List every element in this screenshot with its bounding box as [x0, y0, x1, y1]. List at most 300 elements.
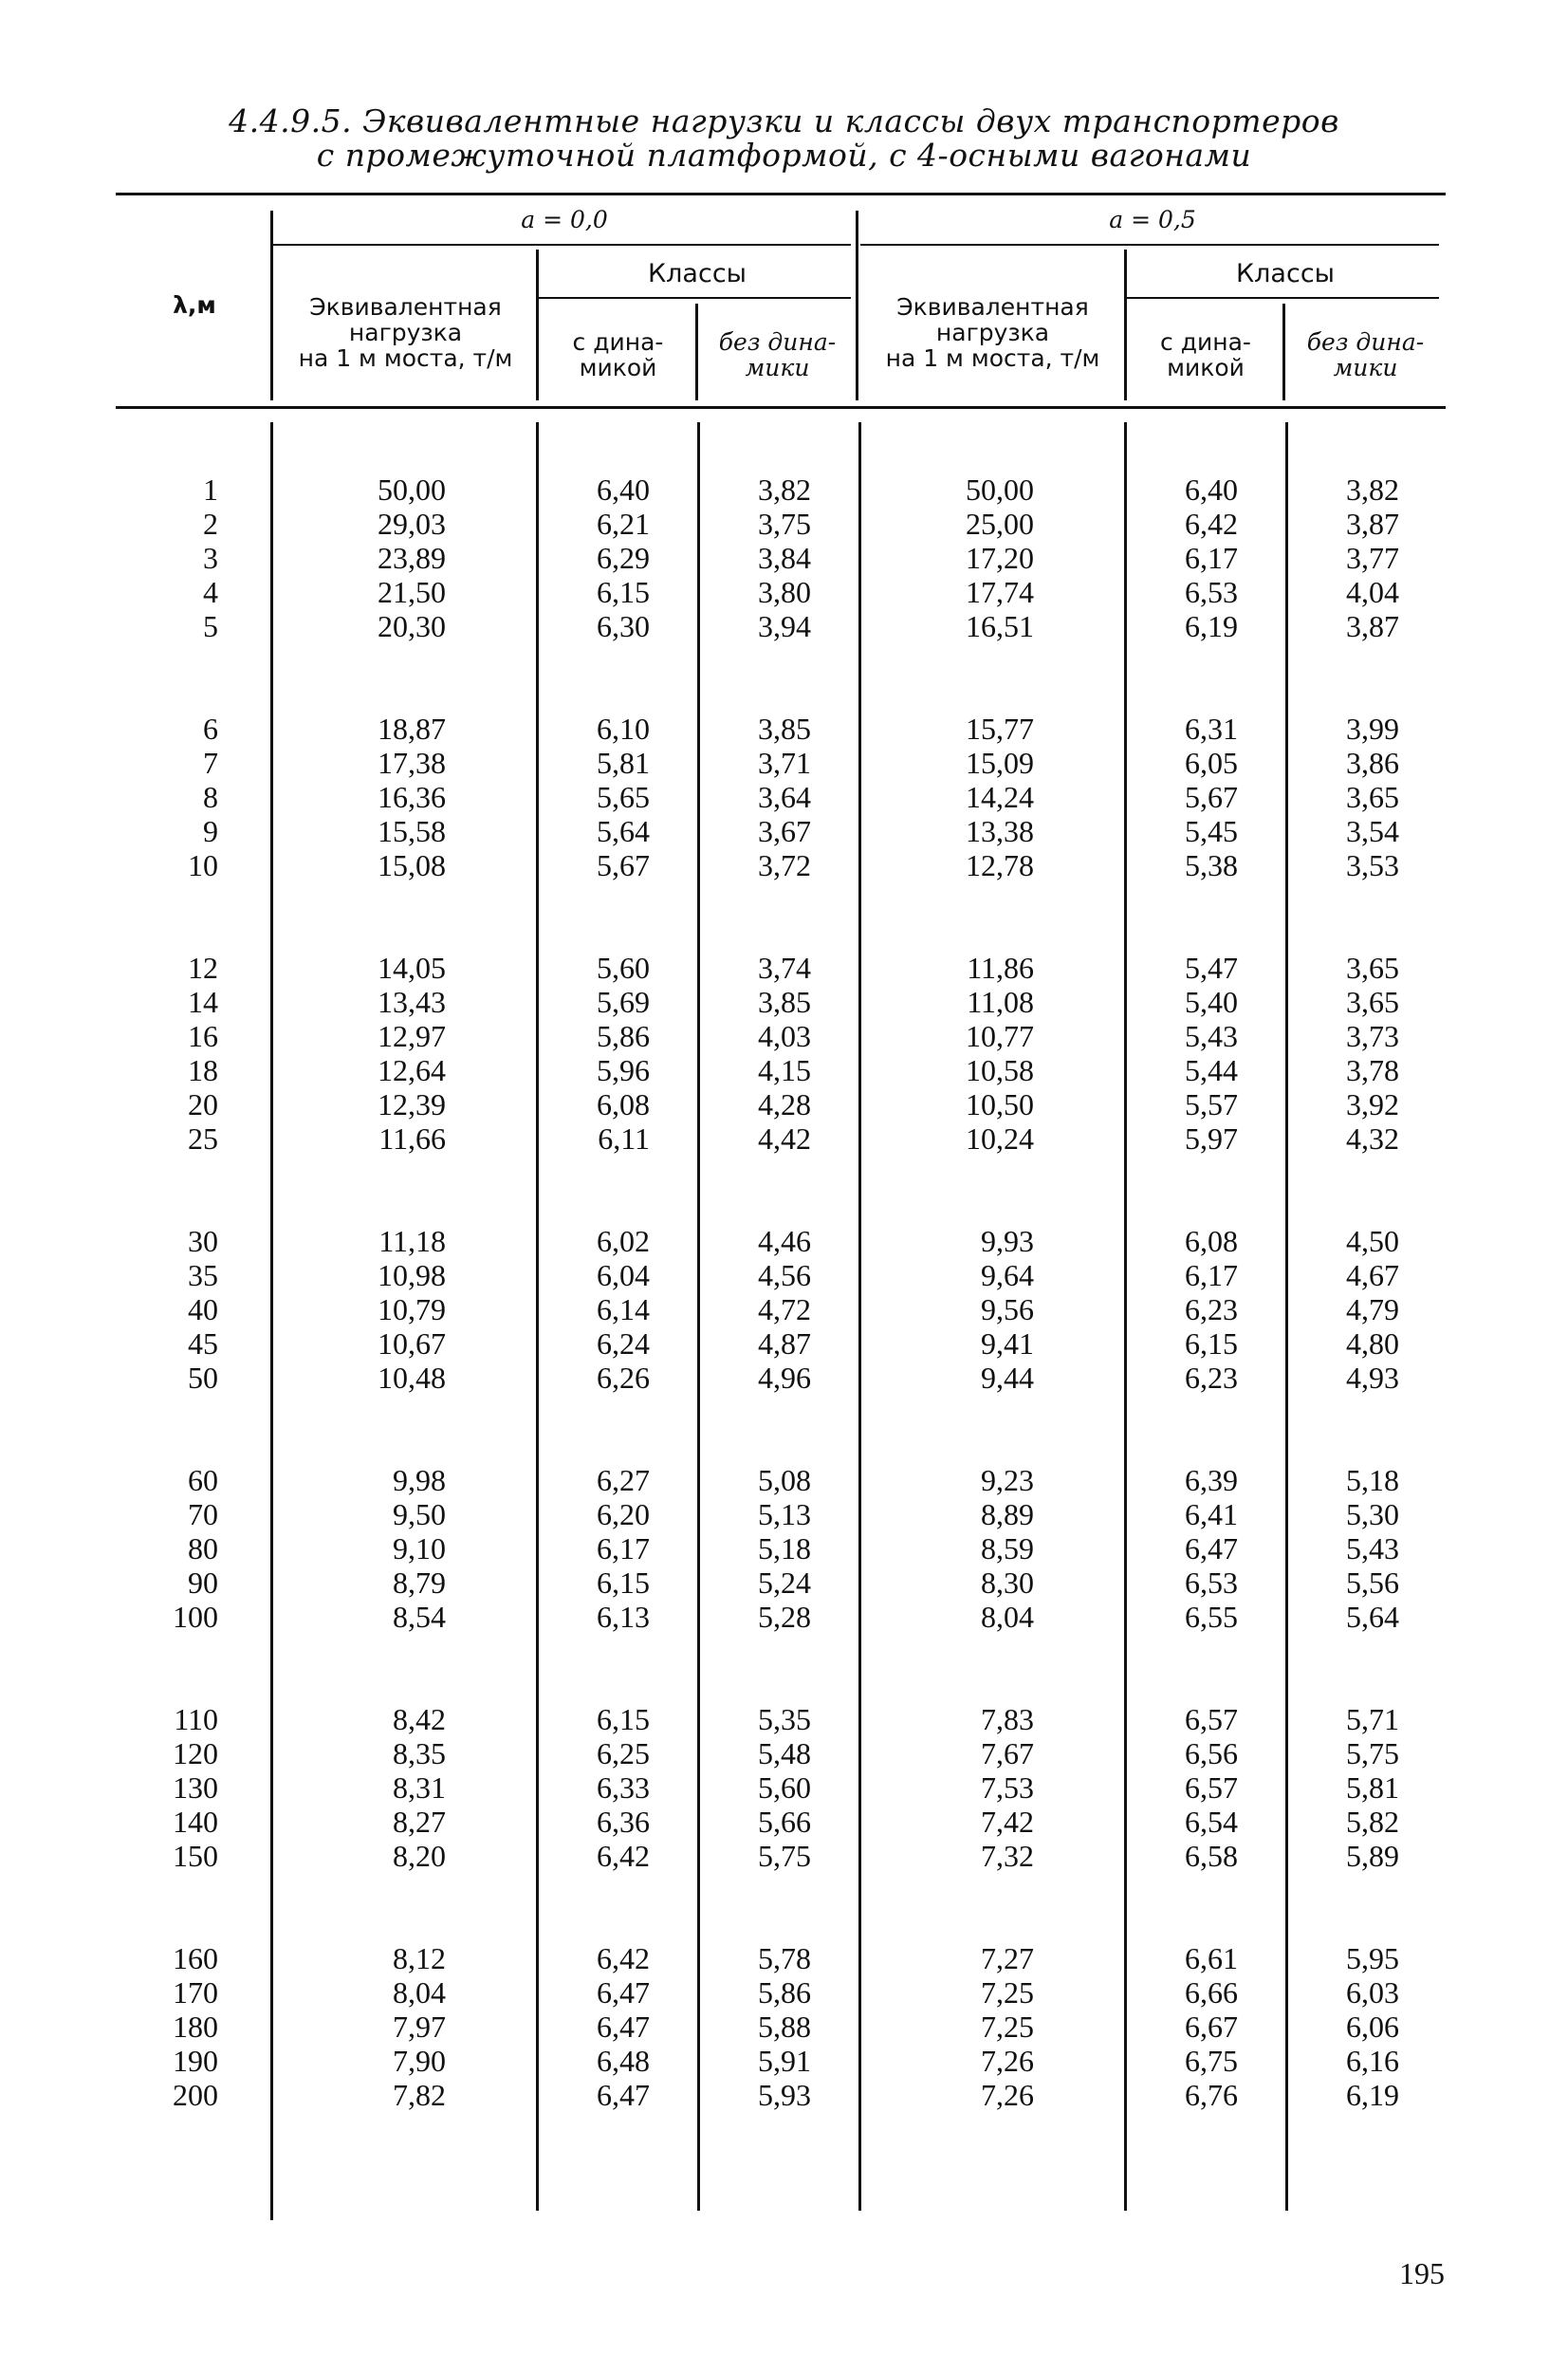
table-cell-nodyn0: 5,88	[758, 2010, 811, 2044]
row-group	[341, 1941, 446, 2112]
row-group	[579, 1941, 650, 2112]
table-cell-load5: 11,08	[967, 985, 1034, 1019]
table-cell-load0: 8,79	[393, 1566, 446, 1600]
table-cell-load0: 11,66	[378, 1121, 446, 1156]
header-vline-3	[695, 304, 698, 400]
table-cell-lambda: 100	[173, 1600, 218, 1634]
table-cell-load0: 15,58	[378, 814, 446, 848]
table-cell-lambda: 9	[203, 814, 218, 848]
header-group-a05: a = 0,5	[1109, 206, 1196, 233]
table-cell-nodyn0: 4,03	[758, 1019, 811, 1053]
table-cell-load0: 21,50	[378, 575, 446, 609]
table-cell-nodyn5: 6,03	[1346, 1975, 1399, 2010]
table-cell-dyn0: 6,26	[597, 1361, 650, 1395]
table-cell-nodyn5: 6,06	[1346, 2010, 1399, 2044]
table-cell-nodyn5: 3,73	[1346, 1019, 1399, 1053]
classes-rule-right	[1126, 297, 1439, 299]
table-cell-nodyn0: 5,35	[758, 1702, 811, 1736]
table-cell-nodyn0: 3,74	[758, 951, 811, 985]
table-cell-dyn0: 6,47	[597, 2078, 650, 2112]
table-cell-nodyn5: 3,82	[1346, 472, 1399, 507]
table-cell-lambda: 200	[173, 2078, 218, 2112]
row-group	[740, 1941, 811, 2112]
row-group	[341, 951, 446, 1156]
row-group	[1328, 1702, 1399, 1873]
table-cell-load0: 10,48	[378, 1361, 446, 1395]
header-dyn-line2: микой	[1167, 354, 1245, 381]
header-vline-1	[270, 211, 273, 400]
table-cell-lambda: 40	[188, 1292, 218, 1326]
table-cell-nodyn5: 3,65	[1346, 780, 1399, 814]
row-group	[949, 1224, 1034, 1395]
page-number: 195	[1399, 2256, 1445, 2290]
table-cell-dyn0: 5,67	[597, 848, 650, 882]
row-group	[341, 712, 446, 882]
row-group	[142, 1224, 218, 1395]
table-cell-nodyn5: 3,87	[1346, 609, 1399, 643]
table-cell-lambda: 50	[188, 1361, 218, 1395]
table-cell-load5: 9,64	[981, 1258, 1034, 1292]
table-cell-load5: 8,89	[981, 1497, 1034, 1531]
table-cell-dyn0: 5,65	[597, 780, 650, 814]
table-cell-nodyn0: 3,80	[758, 575, 811, 609]
table-cell-dyn5: 6,61	[1185, 1941, 1238, 1975]
table-cell-dyn0: 6,33	[597, 1770, 650, 1805]
table-cell-dyn0: 6,47	[597, 1975, 650, 2010]
table-cell-load5: 11,86	[967, 951, 1034, 985]
table-cell-lambda: 45	[188, 1326, 218, 1361]
table-cell-load5: 9,44	[981, 1361, 1034, 1395]
table-cell-nodyn0: 4,96	[758, 1361, 811, 1395]
table-cell-dyn0: 5,60	[597, 951, 650, 985]
table-cell-dyn0: 6,15	[597, 575, 650, 609]
table-cell-dyn5: 6,54	[1185, 1805, 1238, 1839]
table-cell-load0: 12,39	[378, 1087, 446, 1121]
table-cell-load0: 9,50	[393, 1497, 446, 1531]
table-cell-nodyn0: 4,46	[758, 1224, 811, 1258]
row-group	[579, 1463, 650, 1634]
table-cell-dyn5: 6,15	[1185, 1326, 1238, 1361]
table-cell-dyn5: 6,05	[1185, 746, 1238, 780]
table-cell-lambda: 1	[203, 472, 218, 507]
table-cell-nodyn0: 4,87	[758, 1326, 811, 1361]
table-cell-nodyn5: 6,16	[1346, 2044, 1399, 2078]
row-group	[1328, 1463, 1399, 1634]
table-cell-dyn0: 6,29	[597, 541, 650, 575]
row-group	[579, 712, 650, 882]
row-group	[1167, 1224, 1238, 1395]
body-vline-3	[697, 422, 700, 2211]
table-cell-dyn0: 6,10	[597, 712, 650, 746]
table-cell-dyn5: 6,31	[1185, 712, 1238, 746]
table-cell-dyn0: 5,96	[597, 1053, 650, 1087]
table-cell-nodyn0: 5,93	[758, 2078, 811, 2112]
table-cell-load5: 13,38	[966, 814, 1034, 848]
table-cell-load0: 7,82	[393, 2078, 446, 2112]
table-cell-nodyn0: 5,18	[758, 1531, 811, 1566]
table-cell-load5: 7,25	[981, 1975, 1034, 2010]
table-cell-nodyn0: 5,86	[758, 1975, 811, 2010]
header-nodyn-right	[1287, 329, 1444, 380]
table-cell-nodyn0: 3,84	[758, 541, 811, 575]
table-cell-lambda: 10	[188, 848, 218, 882]
table-cell-load0: 29,03	[378, 507, 446, 541]
table-cell-load0: 8,42	[393, 1702, 446, 1736]
table-cell-dyn0: 6,11	[598, 1121, 650, 1156]
table-cell-lambda: 16	[188, 1019, 218, 1053]
row-group	[740, 1224, 811, 1395]
table-cell-nodyn0: 3,85	[758, 985, 811, 1019]
row-group	[1167, 1463, 1238, 1634]
table-cell-nodyn0: 5,91	[758, 2044, 811, 2078]
row-group	[579, 951, 650, 1156]
table-cell-dyn0: 6,13	[597, 1600, 650, 1634]
table-cell-lambda: 25	[188, 1121, 218, 1156]
table-cell-nodyn5: 5,82	[1346, 1805, 1399, 1839]
table-cell-dyn0: 6,36	[597, 1805, 650, 1839]
table-cell-load0: 8,20	[393, 1839, 446, 1873]
row-group	[341, 1224, 446, 1395]
row-group	[142, 472, 218, 643]
body-vline-4	[858, 422, 861, 2211]
row-group	[579, 1224, 650, 1395]
table-cell-nodyn5: 5,71	[1346, 1702, 1399, 1736]
table-cell-load0: 12,64	[378, 1053, 446, 1087]
table-cell-nodyn0: 4,15	[758, 1053, 811, 1087]
table-cell-load5: 12,78	[966, 848, 1034, 882]
row-group	[949, 1463, 1034, 1634]
table-cell-dyn5: 6,17	[1185, 541, 1238, 575]
header-load-left	[275, 294, 536, 371]
row-group	[142, 1941, 218, 2112]
table-cell-load0: 14,05	[378, 951, 446, 985]
table-cell-nodyn0: 3,85	[758, 712, 811, 746]
table-cell-load0: 9,98	[393, 1463, 446, 1497]
table-cell-dyn5: 5,45	[1185, 814, 1238, 848]
header-load-right	[861, 294, 1124, 371]
table-cell-nodyn5: 4,67	[1346, 1258, 1399, 1292]
table-cell-dyn5: 6,55	[1185, 1600, 1238, 1634]
table-cell-nodyn5: 5,18	[1346, 1463, 1399, 1497]
table-cell-load0: 18,87	[378, 712, 446, 746]
table-cell-nodyn0: 3,67	[758, 814, 811, 848]
table-cell-load0: 7,97	[393, 2010, 446, 2044]
table-cell-nodyn0: 5,24	[758, 1566, 811, 1600]
table-cell-nodyn5: 5,30	[1346, 1497, 1399, 1531]
table-cell-dyn0: 6,25	[597, 1736, 650, 1770]
header-vline-2	[536, 250, 539, 400]
table-cell-dyn5: 5,43	[1185, 1019, 1238, 1053]
table-cell-nodyn0: 3,72	[758, 848, 811, 882]
table-cell-nodyn5: 5,43	[1346, 1531, 1399, 1566]
table-title-line1: 4.4.9.5. Эквивалентные нагрузки и классы двух транспортеров	[229, 102, 1339, 139]
row-group	[740, 472, 811, 643]
header-load-line3: на 1 м моста, т/м	[298, 344, 513, 372]
table-cell-load5: 10,50	[966, 1087, 1034, 1121]
table-cell-lambda: 60	[188, 1463, 218, 1497]
row-group	[949, 1941, 1034, 2112]
table-cell-lambda: 80	[188, 1531, 218, 1566]
table-cell-nodyn0: 5,78	[758, 1941, 811, 1975]
table-cell-dyn5: 6,67	[1185, 2010, 1238, 2044]
column-dyn-a0	[579, 472, 650, 2180]
table-cell-lambda: 30	[188, 1224, 218, 1258]
table-cell-load5: 7,32	[981, 1839, 1034, 1873]
table-cell-lambda: 7	[203, 746, 218, 780]
table-cell-nodyn5: 5,81	[1346, 1770, 1399, 1805]
table-cell-load5: 7,83	[981, 1702, 1034, 1736]
table-cell-nodyn5: 3,87	[1346, 507, 1399, 541]
row-group	[740, 1702, 811, 1873]
table-cell-dyn5: 6,76	[1185, 2078, 1238, 2112]
table-cell-load5: 17,20	[966, 541, 1034, 575]
table-cell-nodyn5: 5,75	[1346, 1736, 1399, 1770]
table-cell-dyn0: 6,42	[597, 1941, 650, 1975]
table-cell-lambda: 70	[188, 1497, 218, 1531]
header-classes-right: Классы	[1236, 259, 1335, 288]
table-cell-dyn5: 6,40	[1185, 472, 1238, 507]
table-cell-load0: 13,43	[378, 985, 446, 1019]
row-group	[341, 1702, 446, 1873]
row-group	[740, 712, 811, 882]
header-load-line2: нагрузка	[935, 319, 1050, 346]
table-cell-load0: 17,38	[378, 746, 446, 780]
column-nodyn-a05	[1328, 472, 1399, 2180]
table-cell-dyn0: 6,17	[597, 1531, 650, 1566]
table-cell-load0: 8,27	[393, 1805, 446, 1839]
table-cell-load0: 11,18	[378, 1224, 446, 1258]
body-vline-2	[536, 422, 539, 2211]
table-cell-lambda: 2	[203, 507, 218, 541]
table-cell-nodyn5: 3,53	[1346, 848, 1399, 882]
table-cell-dyn5: 5,57	[1185, 1087, 1238, 1121]
header-bottom-rule	[116, 406, 1446, 409]
table-cell-load0: 7,90	[393, 2044, 446, 2078]
table-cell-nodyn0: 5,13	[758, 1497, 811, 1531]
table-cell-load5: 50,00	[966, 472, 1034, 507]
header-nodyn-left	[700, 329, 855, 380]
table-cell-load5: 15,09	[966, 746, 1034, 780]
row-group	[1328, 1941, 1399, 2112]
table-cell-nodyn5: 5,89	[1346, 1839, 1399, 1873]
table-cell-dyn0: 6,30	[597, 609, 650, 643]
table-cell-dyn0: 6,04	[597, 1258, 650, 1292]
table-cell-load5: 7,42	[981, 1805, 1034, 1839]
table-cell-dyn0: 5,64	[597, 814, 650, 848]
table-cell-load5: 8,30	[981, 1566, 1034, 1600]
table-title-line2: с промежуточной платформой, с 4-осными вагонами	[316, 137, 1252, 174]
row-group	[1167, 1702, 1238, 1873]
header-vline-4	[856, 211, 858, 400]
header-nodyn-line1: без дина-	[1306, 328, 1425, 356]
table-cell-load5: 17,74	[966, 575, 1034, 609]
table-cell-dyn5: 6,58	[1185, 1839, 1238, 1873]
classes-rule-left	[538, 297, 851, 299]
table-cell-dyn0: 6,20	[597, 1497, 650, 1531]
group-rule-right	[860, 244, 1439, 246]
table-cell-load5: 8,04	[981, 1600, 1034, 1634]
table-cell-dyn0: 5,86	[597, 1019, 650, 1053]
table-cell-load0: 8,31	[393, 1770, 446, 1805]
table-cell-dyn0: 6,27	[597, 1463, 650, 1497]
table-cell-lambda: 160	[173, 1941, 218, 1975]
table-cell-dyn5: 6,57	[1185, 1702, 1238, 1736]
table-cell-load0: 8,04	[393, 1975, 446, 2010]
table-cell-load5: 14,24	[966, 780, 1034, 814]
header-dyn-left	[541, 329, 695, 380]
column-load-a05	[949, 472, 1034, 2180]
table-cell-lambda: 110	[174, 1702, 218, 1736]
row-group	[1328, 712, 1399, 882]
header-dyn-line1: с дина-	[572, 328, 664, 356]
table-cell-dyn0: 6,08	[597, 1087, 650, 1121]
table-cell-nodyn5: 5,95	[1346, 1941, 1399, 1975]
table-cell-dyn0: 6,15	[597, 1702, 650, 1736]
group-rule-left	[272, 244, 851, 246]
row-group	[1167, 712, 1238, 882]
table-cell-dyn0: 5,81	[597, 746, 650, 780]
header-load-line1: Эквивалентная	[309, 293, 502, 321]
body-vline-6	[1285, 422, 1288, 2211]
table-cell-load5: 15,77	[966, 712, 1034, 746]
table-cell-nodyn0: 5,75	[758, 1839, 811, 1873]
row-group	[740, 951, 811, 1156]
header-lambda: λ,м	[173, 291, 216, 319]
table-cell-load5: 7,27	[981, 1941, 1034, 1975]
table-cell-load5: 9,56	[981, 1292, 1034, 1326]
row-group	[142, 1463, 218, 1634]
row-group	[341, 472, 446, 643]
table-cell-dyn5: 6,17	[1185, 1258, 1238, 1292]
header-vline-6	[1282, 304, 1285, 400]
table-cell-nodyn5: 5,64	[1346, 1600, 1399, 1634]
table-cell-nodyn0: 3,71	[758, 746, 811, 780]
table-cell-load5: 16,51	[966, 609, 1034, 643]
row-group	[1328, 951, 1399, 1156]
table-cell-nodyn5: 6,19	[1346, 2078, 1399, 2112]
header-dyn-line1: с дина-	[1160, 328, 1251, 356]
column-lambda	[142, 472, 218, 2180]
table-cell-nodyn0: 5,48	[758, 1736, 811, 1770]
row-group	[142, 1702, 218, 1873]
table-cell-load5: 7,25	[981, 2010, 1034, 2044]
row-group	[1328, 472, 1399, 643]
table-cell-lambda: 3	[203, 541, 218, 575]
table-cell-nodyn5: 5,56	[1346, 1566, 1399, 1600]
row-group	[949, 472, 1034, 643]
table-cell-dyn5: 5,47	[1185, 951, 1238, 985]
table-cell-nodyn5: 3,99	[1346, 712, 1399, 746]
table-cell-dyn5: 6,23	[1185, 1361, 1238, 1395]
table-cell-load0: 20,30	[378, 609, 446, 643]
header-dyn-right	[1129, 329, 1282, 380]
table-cell-dyn0: 6,14	[597, 1292, 650, 1326]
table-cell-lambda: 14	[188, 985, 218, 1019]
table-cell-dyn5: 6,66	[1185, 1975, 1238, 2010]
header-dyn-line2: микой	[579, 354, 657, 381]
table-cell-load0: 10,98	[378, 1258, 446, 1292]
table-cell-nodyn0: 3,75	[758, 507, 811, 541]
column-nodyn-a0	[740, 472, 811, 2180]
column-load-a0	[341, 472, 446, 2180]
table-cell-nodyn5: 3,65	[1346, 951, 1399, 985]
column-dyn-a05	[1167, 472, 1238, 2180]
table-cell-lambda: 150	[173, 1839, 218, 1873]
table-cell-dyn5: 5,38	[1185, 848, 1238, 882]
table-cell-dyn5: 6,47	[1185, 1531, 1238, 1566]
table-cell-load0: 23,89	[378, 541, 446, 575]
table-cell-nodyn0: 5,08	[758, 1463, 811, 1497]
table-cell-dyn0: 6,02	[597, 1224, 650, 1258]
table-cell-dyn5: 6,23	[1185, 1292, 1238, 1326]
body-vline-1	[270, 422, 273, 2220]
table-cell-dyn5: 5,40	[1185, 985, 1238, 1019]
table-cell-lambda: 20	[188, 1087, 218, 1121]
header-vline-5	[1124, 250, 1127, 400]
table-cell-dyn0: 6,48	[597, 2044, 650, 2078]
table-cell-load0: 9,10	[393, 1531, 446, 1566]
table-cell-lambda: 18	[188, 1053, 218, 1087]
table-cell-load5: 7,26	[981, 2078, 1034, 2112]
header-load-line1: Эквивалентная	[896, 293, 1089, 321]
table-cell-nodyn5: 4,80	[1346, 1326, 1399, 1361]
body-vline-5	[1124, 422, 1127, 2211]
table-cell-load0: 50,00	[378, 472, 446, 507]
table-cell-nodyn5: 3,77	[1346, 541, 1399, 575]
table-cell-nodyn0: 5,66	[758, 1805, 811, 1839]
table-cell-dyn0: 6,24	[597, 1326, 650, 1361]
header-nodyn-line2: мики	[1333, 354, 1398, 381]
table-cell-load0: 8,54	[393, 1600, 446, 1634]
table-cell-dyn5: 6,53	[1185, 1566, 1238, 1600]
table-cell-dyn5: 6,19	[1185, 609, 1238, 643]
table-cell-nodyn0: 5,28	[758, 1600, 811, 1634]
table-cell-dyn5: 5,67	[1185, 780, 1238, 814]
header-load-line3: на 1 м моста, т/м	[885, 344, 1100, 372]
table-cell-load0: 16,36	[378, 780, 446, 814]
table-cell-lambda: 4	[203, 575, 218, 609]
table-cell-dyn0: 6,40	[597, 472, 650, 507]
header-classes-left: Классы	[648, 259, 747, 288]
table-cell-lambda: 6	[203, 712, 218, 746]
table-cell-load5: 7,53	[981, 1770, 1034, 1805]
table-cell-load0: 15,08	[378, 848, 446, 882]
table-cell-dyn0: 6,42	[597, 1839, 650, 1873]
table-cell-dyn0: 6,15	[597, 1566, 650, 1600]
table-cell-nodyn0: 3,82	[758, 472, 811, 507]
table-cell-nodyn5: 4,32	[1346, 1121, 1399, 1156]
table-cell-nodyn5: 3,86	[1346, 746, 1399, 780]
table-cell-nodyn5: 3,54	[1346, 814, 1399, 848]
table-cell-load5: 10,24	[966, 1121, 1034, 1156]
table-cell-lambda: 5	[203, 609, 218, 643]
row-group	[949, 951, 1034, 1156]
table-cell-nodyn5: 3,65	[1346, 985, 1399, 1019]
table-cell-nodyn5: 4,93	[1346, 1361, 1399, 1395]
row-group	[579, 472, 650, 643]
table-cell-load5: 9,93	[981, 1224, 1034, 1258]
table-cell-lambda: 130	[173, 1770, 218, 1805]
table-cell-lambda: 140	[173, 1805, 218, 1839]
table-cell-dyn0: 6,21	[597, 507, 650, 541]
table-cell-load0: 8,12	[393, 1941, 446, 1975]
table-cell-nodyn0: 4,56	[758, 1258, 811, 1292]
table-cell-load5: 7,26	[981, 2044, 1034, 2078]
table-cell-lambda: 120	[173, 1736, 218, 1770]
table-cell-load5: 8,59	[981, 1531, 1034, 1566]
table-cell-nodyn5: 4,04	[1346, 575, 1399, 609]
table-cell-lambda: 12	[188, 951, 218, 985]
